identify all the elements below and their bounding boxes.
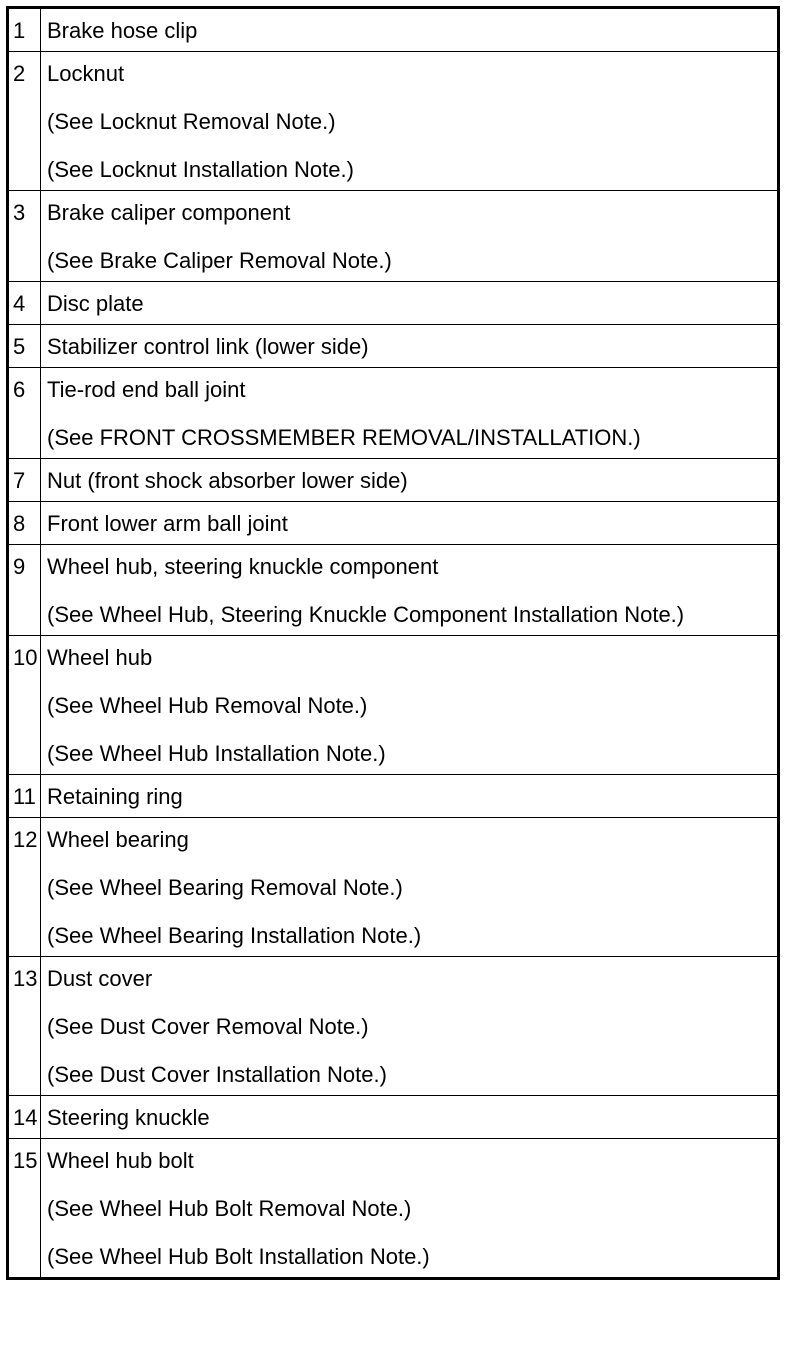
- table-row: [8, 191, 779, 282]
- part-name: Dust cover: [47, 966, 153, 991]
- reference-note: (See Dust Cover Removal Note.): [47, 1014, 369, 1039]
- table-row: [8, 1139, 779, 1279]
- item-number: 4: [8, 282, 41, 325]
- part-name: Locknut: [47, 61, 125, 86]
- reference-note: (See Locknut Removal Note.): [47, 109, 336, 134]
- reference-note: (See Wheel Bearing Installation Note.): [47, 923, 422, 948]
- part-name: Wheel hub, steering knuckle component: [47, 554, 439, 579]
- table-row: [8, 818, 779, 957]
- reference-note: (See Wheel Hub Bolt Removal Note.): [47, 1196, 412, 1221]
- part-name: Nut (front shock absorber lower side): [47, 468, 408, 493]
- part-name: Wheel bearing: [47, 827, 189, 852]
- part-name: Tie-rod end ball joint: [47, 377, 246, 402]
- reference-note: (See FRONT CROSSMEMBER REMOVAL/INSTALLATION.): [47, 425, 641, 450]
- reference-note: (See Wheel Hub Removal Note.): [47, 693, 368, 718]
- item-description: [41, 957, 779, 1096]
- table-row: [8, 282, 779, 325]
- item-description: [41, 818, 779, 957]
- part-name: Front lower arm ball joint: [47, 511, 288, 536]
- item-number: 13: [8, 957, 41, 1096]
- item-number: 11: [8, 775, 41, 818]
- item-description: [41, 325, 779, 368]
- table-row: [8, 368, 779, 459]
- part-name: Stabilizer control link (lower side): [47, 334, 369, 359]
- item-number: 12: [8, 818, 41, 957]
- table-row: [8, 775, 779, 818]
- reference-note: (See Wheel Hub, Steering Knuckle Component Installation Note.): [47, 602, 685, 627]
- part-name: Wheel hub bolt: [47, 1148, 194, 1173]
- item-number: 8: [8, 502, 41, 545]
- reference-note: (See Locknut Installation Note.): [47, 157, 354, 182]
- item-number: 2: [8, 52, 41, 191]
- item-number: 7: [8, 459, 41, 502]
- table-row: [8, 325, 779, 368]
- item-number: 10: [8, 636, 41, 775]
- reference-note: (See Wheel Hub Installation Note.): [47, 741, 386, 766]
- part-name: Brake hose clip: [47, 18, 198, 43]
- part-name: Steering knuckle: [47, 1105, 210, 1130]
- item-description: [41, 775, 779, 818]
- part-name: Retaining ring: [47, 784, 183, 809]
- parts-table: [6, 6, 780, 1280]
- item-number: 14: [8, 1096, 41, 1139]
- table-row: [8, 459, 779, 502]
- item-number: 5: [8, 325, 41, 368]
- part-name: Disc plate: [47, 291, 144, 316]
- reference-note: (See Brake Caliper Removal Note.): [47, 248, 392, 273]
- table-row: [8, 52, 779, 191]
- reference-note: (See Wheel Hub Bolt Installation Note.): [47, 1244, 430, 1269]
- item-description: [41, 459, 779, 502]
- item-description: [41, 1139, 779, 1279]
- item-number: 6: [8, 368, 41, 459]
- item-description: [41, 191, 779, 282]
- part-name: Brake caliper component: [47, 200, 291, 225]
- item-description: [41, 1096, 779, 1139]
- reference-note: (See Wheel Bearing Removal Note.): [47, 875, 403, 900]
- item-description: [41, 8, 779, 52]
- item-description: [41, 52, 779, 191]
- table-row: [8, 545, 779, 636]
- item-description: [41, 636, 779, 775]
- reference-note: (See Dust Cover Installation Note.): [47, 1062, 387, 1087]
- table-row: [8, 502, 779, 545]
- parts-table-body: [8, 8, 779, 1279]
- item-number: 3: [8, 191, 41, 282]
- part-name: Wheel hub: [47, 645, 153, 670]
- item-number: 15: [8, 1139, 41, 1279]
- item-number: 1: [8, 8, 41, 52]
- table-row: [8, 1096, 779, 1139]
- item-description: [41, 282, 779, 325]
- item-number: 9: [8, 545, 41, 636]
- table-row: [8, 957, 779, 1096]
- table-row: [8, 636, 779, 775]
- item-description: [41, 368, 779, 459]
- item-description: [41, 545, 779, 636]
- item-description: [41, 502, 779, 545]
- table-row: [8, 8, 779, 52]
